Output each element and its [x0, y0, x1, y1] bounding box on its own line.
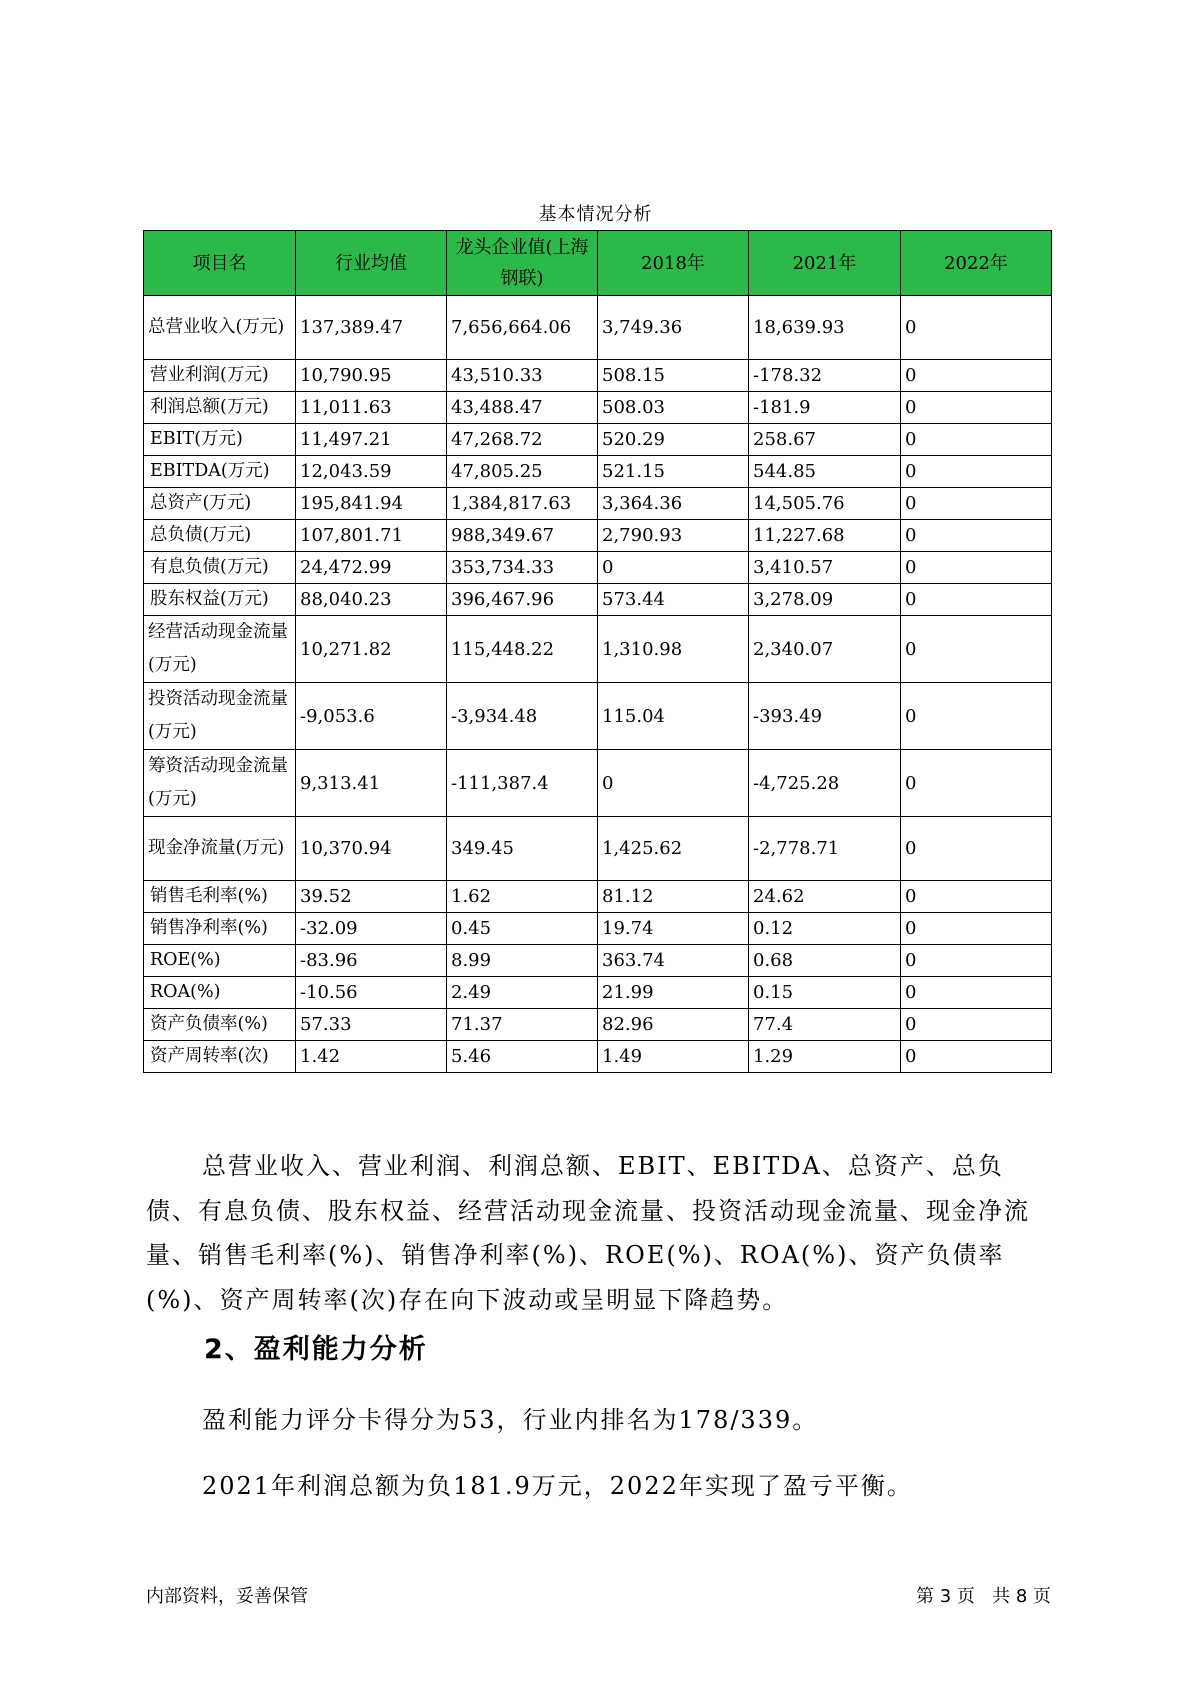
table-cell: 1,425.62: [598, 817, 749, 881]
table-cell: 3,278.09: [749, 584, 901, 616]
table-row: [144, 817, 1052, 881]
table-row: [144, 750, 1052, 817]
table-cell: 24.62: [749, 881, 901, 913]
column-header: 2018年: [598, 231, 749, 296]
table-cell: -393.49: [749, 683, 901, 750]
table-cell: 9,313.41: [296, 750, 447, 817]
table-cell: 0.15: [749, 977, 901, 1009]
table-cell: 115.04: [598, 683, 749, 750]
table-cell: 2,790.93: [598, 520, 749, 552]
table-cell: 508.03: [598, 392, 749, 424]
profit-line: 2021年利润总额为负181.9万元，2022年实现了盈亏平衡。: [202, 1472, 913, 1500]
table-cell: 0.45: [447, 913, 598, 945]
table-cell: 3,410.57: [749, 552, 901, 584]
table-cell: 0: [901, 488, 1052, 520]
column-header: 龙头企业值(上海钢联): [447, 231, 598, 296]
table-row: [144, 296, 1052, 360]
row-label-cell: 销售毛利率(%): [144, 881, 296, 913]
table-cell: 0: [901, 750, 1052, 817]
table-row: [144, 977, 1052, 1009]
table-cell: 10,271.82: [296, 616, 447, 683]
trend-paragraph: 总营业收入、营业利润、利润总额、EBIT、EBITDA、总资产、总负债、有息负债、股东权益、经营活动现金流量、投资活动现金流量、现金净流量、销售毛利率(%)、销售净利率(%)、ROE(%)、ROA(%)、资产负债率(%)、资产周转率(次)存在向下波动或呈明显下降趋势。: [146, 1152, 1030, 1314]
table-cell: -10.56: [296, 977, 447, 1009]
table-cell: 353,734.33: [447, 552, 598, 584]
row-label-cell: ROA(%): [144, 977, 296, 1009]
table-cell: 71.37: [447, 1009, 598, 1041]
table-cell: 1.62: [447, 881, 598, 913]
table-row: [144, 584, 1052, 616]
table-cell: 2,340.07: [749, 616, 901, 683]
table-cell: 0: [901, 977, 1052, 1009]
table-cell: 1.49: [598, 1041, 749, 1073]
table-cell: 1,384,817.63: [447, 488, 598, 520]
table-cell: 12,043.59: [296, 456, 447, 488]
table-cell: 0: [901, 424, 1052, 456]
table-cell: 0: [901, 456, 1052, 488]
table-row: [144, 456, 1052, 488]
table-cell: 8.99: [447, 945, 598, 977]
table-cell: 0: [901, 616, 1052, 683]
table-cell: 3,749.36: [598, 296, 749, 360]
row-label-cell: 股东权益(万元): [144, 584, 296, 616]
table-cell: 47,805.25: [447, 456, 598, 488]
table-cell: 43,488.47: [447, 392, 598, 424]
table-row: [144, 520, 1052, 552]
column-header: 行业均值: [296, 231, 447, 296]
table-row: [144, 360, 1052, 392]
table-cell: 573.44: [598, 584, 749, 616]
table-cell: 2.49: [447, 977, 598, 1009]
table-caption: 基本情况分析: [538, 204, 653, 225]
row-label-cell: 资产负债率(%): [144, 1009, 296, 1041]
table-cell: 77.4: [749, 1009, 901, 1041]
table-cell: 3,364.36: [598, 488, 749, 520]
section-heading: 2、盈利能力分析: [204, 1334, 428, 1365]
table-cell: 1.42: [296, 1041, 447, 1073]
table-cell: 21.99: [598, 977, 749, 1009]
row-label-cell: EBITDA(万元): [144, 456, 296, 488]
footer-page-number: 第 3 页 共 8 页: [916, 1586, 1051, 1607]
row-label-cell: ROE(%): [144, 945, 296, 977]
table-row: [144, 616, 1052, 683]
column-header: 2021年: [749, 231, 901, 296]
table-cell: 0: [901, 817, 1052, 881]
table-cell: 0: [598, 552, 749, 584]
table-cell: -111,387.4: [447, 750, 598, 817]
table-cell: 18,639.93: [749, 296, 901, 360]
table-cell: 0: [901, 360, 1052, 392]
table-row: [144, 424, 1052, 456]
row-label-cell: 现金净流量(万元): [144, 817, 296, 881]
row-label-cell: 总营业收入(万元): [144, 296, 296, 360]
table-cell: -178.32: [749, 360, 901, 392]
table-cell: 988,349.67: [447, 520, 598, 552]
table-cell: 0: [901, 392, 1052, 424]
row-label-cell: 经营活动现金流量(万元): [144, 616, 296, 683]
table-body: [144, 296, 1052, 1073]
table-cell: 11,227.68: [749, 520, 901, 552]
table-cell: -9,053.6: [296, 683, 447, 750]
table-cell: 0: [901, 945, 1052, 977]
table-cell: 0.68: [749, 945, 901, 977]
table-cell: 7,656,664.06: [447, 296, 598, 360]
table-cell: 363.74: [598, 945, 749, 977]
table-cell: 115,448.22: [447, 616, 598, 683]
table-cell: 11,497.21: [296, 424, 447, 456]
table-cell: 57.33: [296, 1009, 447, 1041]
table-cell: -2,778.71: [749, 817, 901, 881]
row-label-cell: EBIT(万元): [144, 424, 296, 456]
row-label-cell: 销售净利率(%): [144, 913, 296, 945]
table-cell: 88,040.23: [296, 584, 447, 616]
table-row: [144, 913, 1052, 945]
footer-confidential: 内部资料，妥善保管: [146, 1586, 308, 1607]
row-label-cell: 有息负债(万元): [144, 552, 296, 584]
table-cell: 195,841.94: [296, 488, 447, 520]
table-cell: 0: [901, 913, 1052, 945]
table-row: [144, 488, 1052, 520]
table-cell: -83.96: [296, 945, 447, 977]
table-cell: 10,790.95: [296, 360, 447, 392]
table-cell: -3,934.48: [447, 683, 598, 750]
table-cell: 0.12: [749, 913, 901, 945]
table-cell: 521.15: [598, 456, 749, 488]
table-cell: 11,011.63: [296, 392, 447, 424]
row-label-cell: 营业利润(万元): [144, 360, 296, 392]
table-cell: 47,268.72: [447, 424, 598, 456]
row-label-cell: 总资产(万元): [144, 488, 296, 520]
row-label-cell: 利润总额(万元): [144, 392, 296, 424]
table-cell: 0: [901, 296, 1052, 360]
table-cell: -32.09: [296, 913, 447, 945]
table-row: [144, 1041, 1052, 1073]
table-cell: 0: [901, 520, 1052, 552]
table-cell: 107,801.71: [296, 520, 447, 552]
table-cell: 5.46: [447, 1041, 598, 1073]
table-cell: 0: [901, 881, 1052, 913]
table-cell: 544.85: [749, 456, 901, 488]
table-cell: -181.9: [749, 392, 901, 424]
table-cell: 0: [901, 1009, 1052, 1041]
table-row: [144, 1009, 1052, 1041]
table-cell: 14,505.76: [749, 488, 901, 520]
table-cell: 396,467.96: [447, 584, 598, 616]
column-header: 项目名: [144, 231, 296, 296]
table-header-row: [144, 231, 1052, 296]
row-label-cell: 资产周转率(次): [144, 1041, 296, 1073]
table-row: [144, 945, 1052, 977]
table-row: [144, 552, 1052, 584]
table-cell: 19.74: [598, 913, 749, 945]
table-row: [144, 392, 1052, 424]
table-cell: 0: [901, 584, 1052, 616]
table-cell: 81.12: [598, 881, 749, 913]
table-cell: 137,389.47: [296, 296, 447, 360]
table-cell: 24,472.99: [296, 552, 447, 584]
table-cell: -4,725.28: [749, 750, 901, 817]
table-cell: 520.29: [598, 424, 749, 456]
score-line: 盈利能力评分卡得分为53，行业内排名为178/339。: [202, 1406, 819, 1434]
row-label-cell: 投资活动现金流量(万元): [144, 683, 296, 750]
table-cell: 508.15: [598, 360, 749, 392]
table-cell: 1.29: [749, 1041, 901, 1073]
column-header: 2022年: [901, 231, 1052, 296]
row-label-cell: 筹资活动现金流量(万元): [144, 750, 296, 817]
basic-situation-table: [143, 230, 1052, 1073]
row-label-cell: 总负债(万元): [144, 520, 296, 552]
table-cell: 0: [598, 750, 749, 817]
table-cell: 10,370.94: [296, 817, 447, 881]
table-row: [144, 881, 1052, 913]
table-cell: 349.45: [447, 817, 598, 881]
table-cell: 0: [901, 1041, 1052, 1073]
table-cell: 39.52: [296, 881, 447, 913]
table-cell: 82.96: [598, 1009, 749, 1041]
table-cell: 0: [901, 552, 1052, 584]
table-cell: 0: [901, 683, 1052, 750]
table-cell: 258.67: [749, 424, 901, 456]
table-cell: 1,310.98: [598, 616, 749, 683]
table-cell: 43,510.33: [447, 360, 598, 392]
table-row: [144, 683, 1052, 750]
